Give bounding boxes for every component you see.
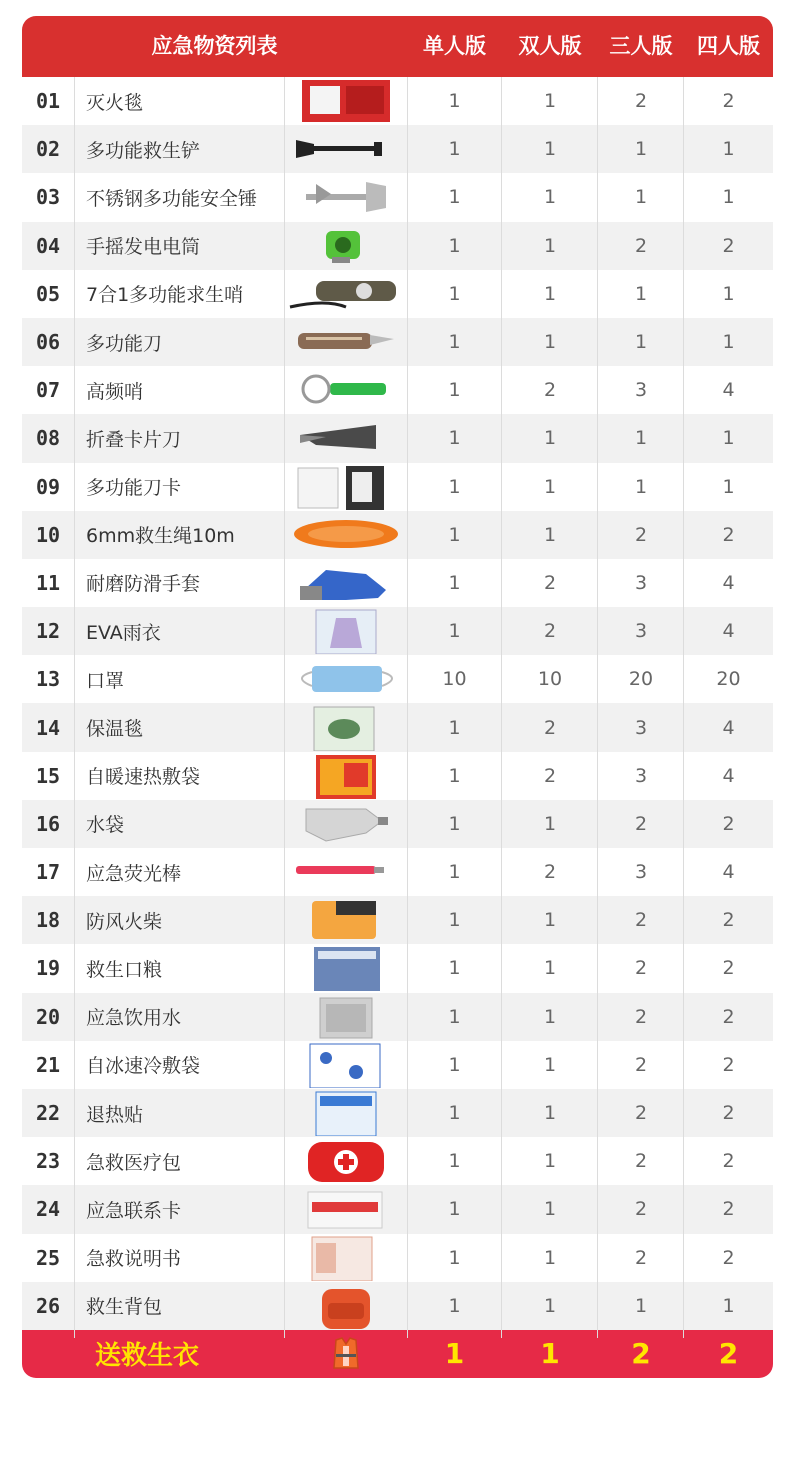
bonus-triple: 2 xyxy=(631,1337,651,1371)
item-name: 应急饮用水 xyxy=(86,1007,182,1030)
table-row xyxy=(22,944,773,992)
mask-icon xyxy=(286,655,406,703)
life-vest-icon xyxy=(286,1330,406,1378)
table-row xyxy=(22,848,773,896)
item-quantity: 2 xyxy=(634,957,648,980)
item-quantity: 1 xyxy=(448,812,461,835)
item-quantity: 4 xyxy=(722,571,735,594)
water-pouch-icon xyxy=(286,993,406,1041)
item-quantity: 1 xyxy=(543,475,557,498)
item-quantity: 2 xyxy=(543,716,557,739)
table-row xyxy=(22,993,773,1041)
item-name: 折叠卡片刀 xyxy=(86,428,182,451)
item-quantity: 1 xyxy=(722,186,735,209)
table-title: 应急物资列表 xyxy=(151,34,278,58)
first-aid-kit-icon xyxy=(286,1137,406,1185)
item-quantity: 2 xyxy=(722,1053,735,1076)
table-row xyxy=(22,800,773,848)
item-number: 15 xyxy=(35,763,61,788)
item-quantity: 2 xyxy=(722,812,735,835)
item-quantity: 1 xyxy=(543,1150,557,1173)
pocket-knife-icon xyxy=(286,318,406,366)
column-divider xyxy=(284,77,285,1338)
item-name: EVA雨衣 xyxy=(86,621,161,644)
item-number: 22 xyxy=(35,1101,61,1126)
item-quantity: 1 xyxy=(543,90,557,113)
fire-blanket-icon xyxy=(286,77,406,125)
item-quantity: 1 xyxy=(543,1102,557,1125)
item-quantity: 1 xyxy=(448,764,461,787)
table-row xyxy=(22,318,773,366)
item-number: 05 xyxy=(35,281,61,306)
table-row xyxy=(22,1282,773,1330)
item-name: 灭火毯 xyxy=(86,91,144,114)
item-quantity: 1 xyxy=(543,282,557,305)
fever-patch-icon xyxy=(286,1089,406,1137)
item-name: 退热贴 xyxy=(86,1103,144,1126)
ration-icon xyxy=(286,944,406,992)
item-quantity: 1 xyxy=(543,1294,557,1317)
table-row xyxy=(22,1185,773,1233)
item-name: 应急联系卡 xyxy=(86,1199,182,1222)
item-quantity: 2 xyxy=(543,861,557,884)
item-quantity: 3 xyxy=(634,620,648,643)
table-row xyxy=(22,270,773,318)
item-quantity: 1 xyxy=(448,716,461,739)
item-quantity: 1 xyxy=(634,475,648,498)
item-quantity: 1 xyxy=(722,427,735,450)
item-name: 自暖速热敷袋 xyxy=(86,766,201,789)
item-number: 14 xyxy=(35,715,61,740)
item-quantity: 1 xyxy=(634,331,648,354)
item-quantity: 2 xyxy=(722,909,735,932)
supply-table xyxy=(22,16,773,1378)
table-row xyxy=(22,752,773,800)
table-row xyxy=(22,125,773,173)
item-quantity: 2 xyxy=(722,1005,735,1028)
table-row xyxy=(22,703,773,751)
item-name: 防风火柴 xyxy=(86,910,163,933)
item-quantity: 2 xyxy=(634,1246,648,1269)
item-name: 手摇发电电筒 xyxy=(86,236,201,259)
item-quantity: 2 xyxy=(722,1246,735,1269)
item-number: 20 xyxy=(35,1004,61,1029)
item-quantity: 1 xyxy=(722,475,735,498)
table-row xyxy=(22,1234,773,1282)
table-row xyxy=(22,77,773,125)
item-quantity: 1 xyxy=(448,1102,461,1125)
item-quantity: 2 xyxy=(722,1198,735,1221)
item-number: 25 xyxy=(35,1245,61,1270)
tool-card-icon xyxy=(286,463,406,511)
item-quantity: 1 xyxy=(448,1294,461,1317)
item-number: 09 xyxy=(35,474,61,499)
item-quantity: 3 xyxy=(634,571,648,594)
item-quantity: 2 xyxy=(543,571,557,594)
card-knife-icon xyxy=(286,414,406,462)
item-quantity: 3 xyxy=(634,764,648,787)
flashlight-icon xyxy=(286,222,406,270)
item-quantity: 20 xyxy=(716,668,741,691)
item-quantity: 2 xyxy=(634,234,648,257)
item-quantity: 2 xyxy=(543,379,557,402)
item-quantity: 1 xyxy=(543,1246,557,1269)
item-number: 26 xyxy=(35,1293,61,1318)
item-name: 水袋 xyxy=(86,814,125,837)
item-name: 救生口粮 xyxy=(86,958,163,981)
item-quantity: 2 xyxy=(722,1102,735,1125)
item-quantity: 1 xyxy=(448,523,461,546)
column-divider xyxy=(74,77,75,1338)
item-quantity: 1 xyxy=(722,138,735,161)
column-divider xyxy=(683,77,684,1338)
item-name: 7合1多功能求生哨 xyxy=(86,284,244,307)
item-quantity: 2 xyxy=(634,1150,648,1173)
col-triple: 三人版 xyxy=(609,34,673,58)
item-name: 多功能刀卡 xyxy=(86,477,182,500)
bonus-label: 送救生衣 xyxy=(94,1341,199,1372)
bonus-single: 1 xyxy=(444,1337,465,1371)
item-quantity: 3 xyxy=(634,379,648,402)
item-quantity: 2 xyxy=(722,90,735,113)
thermal-blanket-icon xyxy=(286,703,406,751)
item-quantity: 1 xyxy=(543,909,557,932)
item-quantity: 2 xyxy=(634,90,648,113)
item-quantity: 3 xyxy=(634,861,648,884)
item-number: 06 xyxy=(35,330,61,355)
item-quantity: 1 xyxy=(634,1294,648,1317)
item-quantity: 1 xyxy=(448,861,461,884)
item-number: 21 xyxy=(35,1052,61,1077)
item-quantity: 2 xyxy=(634,1053,648,1076)
item-number: 19 xyxy=(35,956,61,981)
item-quantity: 1 xyxy=(448,138,461,161)
table-row xyxy=(22,559,773,607)
item-quantity: 1 xyxy=(543,957,557,980)
item-name: 急救医疗包 xyxy=(86,1151,182,1174)
item-quantity: 1 xyxy=(448,957,461,980)
bonus-double: 1 xyxy=(540,1337,560,1371)
table-row xyxy=(22,1137,773,1185)
glow-stick-icon xyxy=(286,848,406,896)
item-quantity: 3 xyxy=(634,716,648,739)
item-name: 保温毯 xyxy=(86,718,144,741)
column-divider xyxy=(597,77,598,1338)
item-number: 07 xyxy=(35,378,61,403)
item-number: 23 xyxy=(35,1149,61,1174)
raincoat-icon xyxy=(286,607,406,655)
item-quantity: 1 xyxy=(722,1294,735,1317)
table-row xyxy=(22,896,773,944)
item-quantity: 1 xyxy=(543,138,557,161)
table-row xyxy=(22,655,773,703)
item-number: 12 xyxy=(35,619,61,644)
item-name: 高频哨 xyxy=(86,380,144,403)
item-quantity: 10 xyxy=(442,668,467,691)
item-name: 应急荧光棒 xyxy=(86,862,182,885)
item-name: 救生背包 xyxy=(86,1296,163,1319)
item-quantity: 4 xyxy=(722,764,735,787)
contact-card-icon xyxy=(286,1185,406,1233)
whistle-compass-icon xyxy=(286,270,406,318)
item-quantity: 4 xyxy=(722,620,735,643)
item-quantity: 1 xyxy=(448,909,461,932)
table-row xyxy=(22,366,773,414)
table-footer xyxy=(22,1330,773,1378)
item-quantity: 1 xyxy=(448,475,461,498)
item-quantity: 1 xyxy=(448,1150,461,1173)
item-quantity: 1 xyxy=(634,282,648,305)
item-quantity: 1 xyxy=(543,812,557,835)
item-quantity: 1 xyxy=(448,234,461,257)
item-name: 口罩 xyxy=(86,669,125,692)
table-row xyxy=(22,463,773,511)
table-row xyxy=(22,414,773,462)
item-number: 18 xyxy=(35,908,61,933)
item-quantity: 1 xyxy=(448,1005,461,1028)
item-number: 08 xyxy=(35,426,61,451)
item-quantity: 1 xyxy=(448,620,461,643)
col-double: 双人版 xyxy=(518,34,582,58)
item-name: 不锈钢多功能安全锤 xyxy=(86,187,258,210)
table-row xyxy=(22,222,773,270)
item-quantity: 1 xyxy=(543,523,557,546)
bonus-quad: 2 xyxy=(718,1337,739,1371)
item-number: 16 xyxy=(35,811,61,836)
item-quantity: 20 xyxy=(628,668,654,691)
item-quantity: 2 xyxy=(634,909,648,932)
item-number: 11 xyxy=(35,570,61,595)
col-quad: 四人版 xyxy=(697,34,760,58)
item-quantity: 1 xyxy=(448,186,461,209)
item-quantity: 1 xyxy=(722,282,735,305)
item-quantity: 10 xyxy=(537,668,563,691)
item-quantity: 1 xyxy=(448,282,461,305)
item-number: 04 xyxy=(35,233,61,258)
item-quantity: 1 xyxy=(543,186,557,209)
column-divider xyxy=(407,77,408,1338)
cold-pack-icon xyxy=(286,1041,406,1089)
item-quantity: 1 xyxy=(448,427,461,450)
item-number: 17 xyxy=(35,860,61,885)
item-quantity: 2 xyxy=(722,957,735,980)
col-single: 单人版 xyxy=(423,34,486,58)
item-name: 自冰速冷敷袋 xyxy=(86,1055,201,1078)
item-quantity: 1 xyxy=(543,427,557,450)
item-quantity: 2 xyxy=(722,1150,735,1173)
item-quantity: 1 xyxy=(448,90,461,113)
item-name: 耐磨防滑手套 xyxy=(86,573,201,596)
table-row xyxy=(22,607,773,655)
shovel-icon xyxy=(286,125,406,173)
item-name: 多功能救生铲 xyxy=(86,139,201,162)
item-quantity: 1 xyxy=(634,186,648,209)
item-quantity: 2 xyxy=(634,812,648,835)
backpack-icon xyxy=(286,1282,406,1330)
item-quantity: 1 xyxy=(543,1005,557,1028)
item-quantity: 2 xyxy=(634,523,648,546)
item-quantity: 1 xyxy=(634,427,648,450)
whistle-icon xyxy=(286,366,406,414)
item-name: 急救说明书 xyxy=(86,1248,182,1271)
item-number: 02 xyxy=(35,137,61,162)
item-quantity: 1 xyxy=(722,331,735,354)
item-quantity: 1 xyxy=(448,331,461,354)
heat-pack-icon xyxy=(286,752,406,800)
item-quantity: 1 xyxy=(448,379,461,402)
water-bag-icon xyxy=(286,800,406,848)
hammer-icon xyxy=(286,173,406,221)
table-row xyxy=(22,1089,773,1137)
item-quantity: 2 xyxy=(722,523,735,546)
item-quantity: 1 xyxy=(448,1246,461,1269)
item-quantity: 1 xyxy=(448,1053,461,1076)
table-row xyxy=(22,173,773,221)
item-quantity: 1 xyxy=(543,234,557,257)
item-quantity: 1 xyxy=(543,331,557,354)
item-number: 01 xyxy=(35,89,61,114)
item-quantity: 4 xyxy=(722,861,735,884)
item-number: 03 xyxy=(35,185,61,210)
rope-icon xyxy=(286,511,406,559)
matches-icon xyxy=(286,896,406,944)
table-header xyxy=(22,16,773,77)
item-quantity: 2 xyxy=(543,620,557,643)
table-row xyxy=(22,1041,773,1089)
item-number: 13 xyxy=(35,667,61,692)
item-quantity: 2 xyxy=(543,764,557,787)
manual-icon xyxy=(286,1234,406,1282)
item-number: 10 xyxy=(35,522,61,547)
item-number: 24 xyxy=(35,1197,61,1222)
table-body xyxy=(22,77,773,1330)
item-name: 6mm救生绳10m xyxy=(86,525,235,548)
item-quantity: 4 xyxy=(722,379,735,402)
item-quantity: 1 xyxy=(448,571,461,594)
item-quantity: 2 xyxy=(634,1005,648,1028)
item-quantity: 2 xyxy=(722,234,735,257)
item-quantity: 2 xyxy=(634,1102,648,1125)
gloves-icon xyxy=(286,559,406,607)
item-quantity: 1 xyxy=(448,1198,461,1221)
item-quantity: 1 xyxy=(543,1053,557,1076)
item-quantity: 1 xyxy=(634,138,648,161)
column-divider xyxy=(501,77,502,1338)
item-name: 多功能刀 xyxy=(86,332,163,355)
item-quantity: 4 xyxy=(722,716,735,739)
table-row xyxy=(22,511,773,559)
item-quantity: 2 xyxy=(634,1198,648,1221)
item-quantity: 1 xyxy=(543,1198,557,1221)
